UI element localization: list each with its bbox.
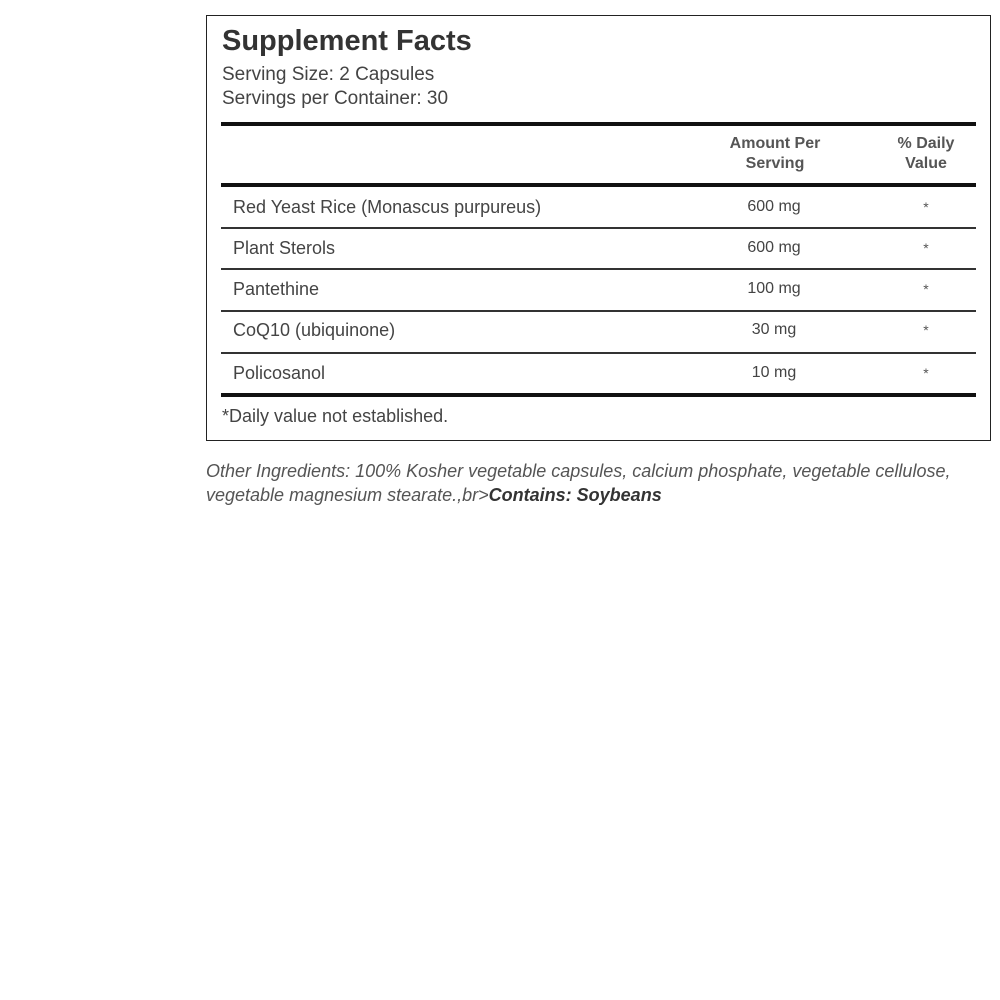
footer-rule [221,393,976,397]
nutrient-row [221,353,976,393]
nutrient-daily-value: * [923,322,929,338]
nutrient-amount: 600 mg [747,239,801,256]
header-rule [221,122,976,126]
nutrient-daily-value: * [923,365,929,381]
nutrient-row [221,228,976,268]
daily-value-column-header [875,134,977,174]
nutrient-row [221,187,976,227]
nutrient-amount: 600 mg [747,198,801,215]
nutrient-row [221,310,976,350]
amount-header-line1: Amount Per [729,135,821,152]
allergen-contains: Contains: Soybeans [488,485,662,505]
supplement-facts-panel [206,15,991,441]
nutrient-daily-value: * [923,240,929,256]
nutrient-daily-value: * [923,199,929,215]
nutrient-name: Pantethine [233,279,320,299]
nutrient-name: Red Yeast Rice (Monascus purpureus) [233,197,542,217]
nutrient-amount: 100 mg [747,280,801,297]
nutrient-name: Policosanol [233,363,326,383]
amount-column-header [695,134,855,174]
amount-header-line2: Serving [745,155,805,172]
nutrient-daily-value: * [923,281,929,297]
nutrient-row [221,269,976,309]
nutrient-amount: 10 mg [751,364,797,381]
daily-value-footnote: *Daily value not established. [222,406,449,426]
other-ingredients [206,459,986,507]
servings-per-container: Servings per Container: 30 [222,88,449,109]
nutrient-name: CoQ10 (ubiquinone) [233,320,396,340]
nutrient-amount: 30 mg [751,321,797,338]
dv-header-line1: % Daily [897,135,955,152]
other-ingredients-text: Other Ingredients: 100% Kosher vegetable capsules, calcium phosphate, vegetable cellulose, vegetable magnesium stearate.,br> [206,461,951,505]
nutrient-name: Plant Sterols [233,238,336,258]
panel-title: Supplement Facts [222,25,472,57]
dv-header-line2: Value [905,155,947,172]
serving-size: Serving Size: 2 Capsules [222,64,435,85]
